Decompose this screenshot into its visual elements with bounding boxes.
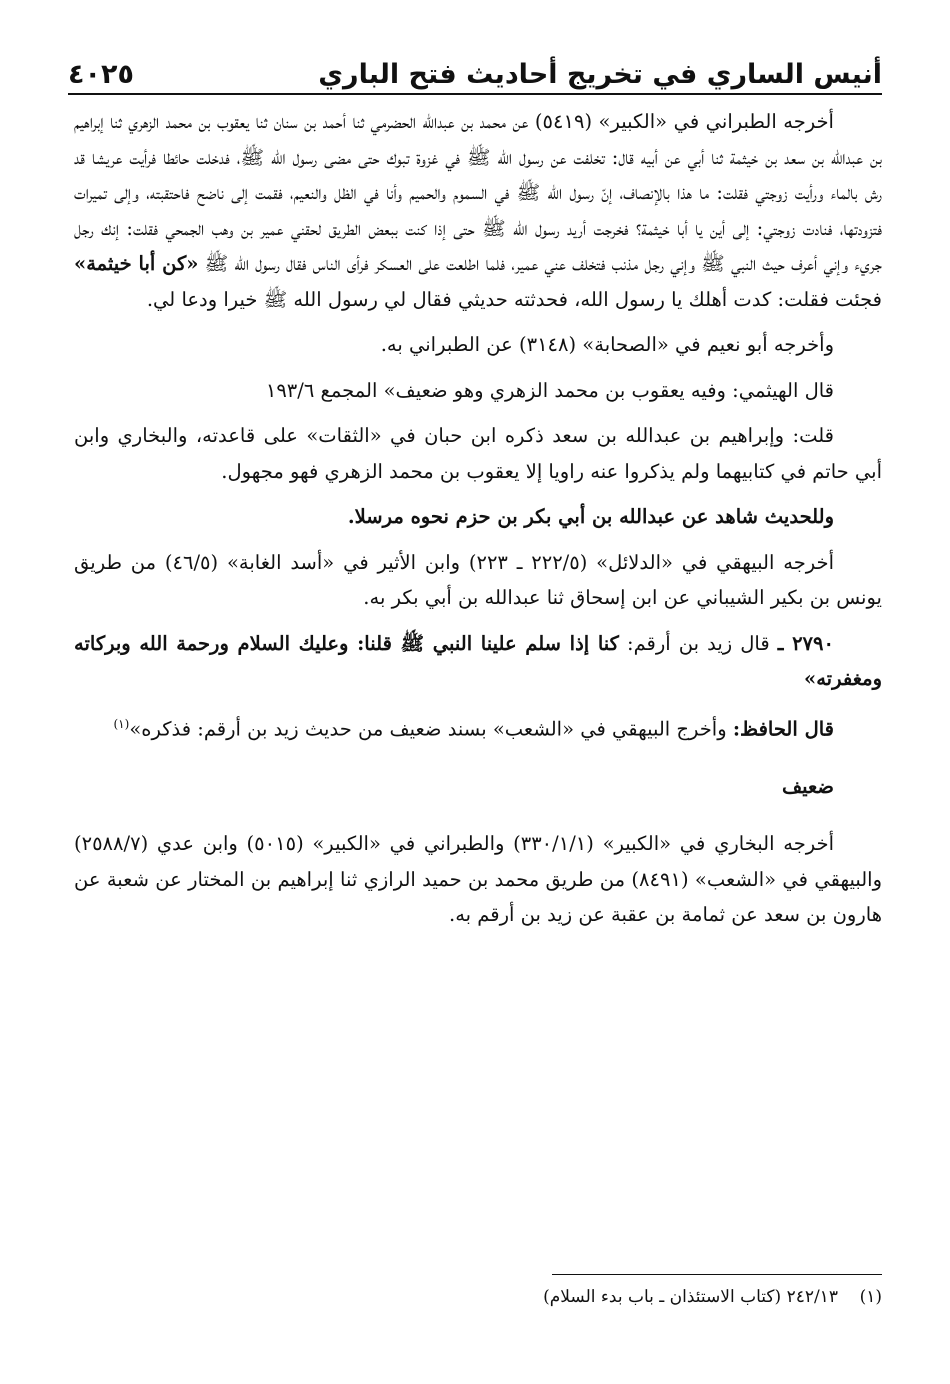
hafiz-label: قال الحافظ: — [732, 717, 834, 740]
footnote-marker: (١) — [859, 1287, 882, 1307]
footnote-ref: (١) — [113, 716, 130, 731]
page-header — [68, 42, 882, 90]
paragraph-witness: وللحديث شاهد عن عبدالله بن أبي بكر بن حزم نحوه مرسلا. — [347, 505, 834, 528]
page-body — [74, 104, 882, 933]
header-rule — [68, 93, 882, 95]
footnote-text: ٢٤٢/١٣ (كتاب الاستئذان ـ باب بدء السلام) — [543, 1287, 838, 1307]
paragraph-text-end: فجئت فقلت: كدت أهلك يا رسول الله، فحدثته حديثي فقال لي رسول الله ﷺ خيرا ودعا لي. — [146, 287, 882, 311]
paragraph-comment: قلت: وإبراهيم بن عبدالله بن سعد ذكره ابن حبان في «الثقات» على قاعدته، والبخاري وابن أبي حاتم في كتابيهما ولم يذكروا عنه راويا إلا يعقوب بن محمد الزهري فهو مجهول. — [74, 424, 882, 483]
bold-quote: «كن أبا خيثمة» — [74, 252, 199, 275]
hadith-entry — [74, 626, 882, 697]
footnote — [400, 1282, 882, 1312]
book-title: أنيس الساري في تخريج أحاديث فتح الباري — [318, 59, 882, 90]
page-number: ٤٠٢٥ — [68, 59, 134, 90]
paragraph-bayhaqi-dalail: أخرجه البيهقي في «الدلائل» (٢٢٢/٥ ـ ٢٢٣) وابن الأثير في «أسد الغابة» (٤٦/٥) من طريق يونس بن بكير الشيباني عن ابن إسحاق ثنا عبدالله بن أبي بكر به. — [74, 550, 882, 609]
hadith-number: ٢٧٩٠ ـ — [777, 631, 834, 655]
paragraph-text: أخرجه الطبراني في «الكبير» (٥٤١٩) عن محمد بن عبدالله الحضرمي ثنا أحمد بن سنان ثنا يعقوب بن محمد الزهري ثنا إبراهيم بن عبدالله بن سعد بن خيثمة ثنا أبي عن أبيه قال: تخلفت عن رسول الله ﷺ في غزوة تبوك حتى مضى رسول الله ﷺ، فدخلت حائطا فرأيت عريشا قد رش بالماء ورأيت زوجتي فقلت: ما هذا بالإنصاف، إنّ رسول الله ﷺ في السموم والحميم وأنا في الظل والنعيم، فقمت إلى ناضح فاحتقبته، وإلى تميرات فتزودتها، فنادت زوجتي: إلى أين يا أبا خيثمة؟ فخرجت أريد رسول الله ﷺ حتى إذا كنت ببعض الطريق لحقني عمير بن وهب الجمحي فقلت: إنك رجل جريء وإني أعرف حيث النبي ﷺ وإني رجل مذنب فتخلف عني عمير، فلما اطلعت على العسكر فرأى الناس فقال رسول الله ﷺ — [74, 110, 882, 275]
paragraph-haythami: قال الهيثمي: وفيه يعقوب بن محمد الزهري وهو ضعيف» المجمع ١٩٣/٦ — [265, 378, 834, 402]
hafiz-text: وأخرج البيهقي في «الشعب» بسند ضعيف من حديث زيد بن أرقم: فذكره» — [129, 717, 727, 740]
paragraph-hafiz — [74, 707, 882, 747]
paragraph-takhrij: أخرجه البخاري في «الكبير» (٣٣٠/١/١) والطبراني في «الكبير» (٥٠١٥) وابن عدي (٢٥٨٨/٧) والبيهقي في «الشعب» (٨٤٩١) من طريق محمد بن حميد الرازي ثنا إبراهيم بن المختار عن شعبة عن هارون بن سعد عن ثمامة بن عقبة عن زيد بن أرقم به. — [74, 832, 882, 926]
hadith-text: كنا إذا سلم علينا النبي ﷺ قلنا: وعليك السلام ورحمة الله وبركاته ومغفرته» — [74, 631, 882, 690]
hadith-intro: قال زيد بن أرقم: — [627, 631, 770, 655]
verdict: ضعيف — [781, 774, 834, 798]
paragraph-tabarani — [74, 104, 882, 317]
paragraph-abu-nuaym: وأخرجه أبو نعيم في «الصحابة» (٣١٤٨) عن الطبراني به. — [380, 333, 834, 356]
footnote-rule — [552, 1274, 882, 1275]
